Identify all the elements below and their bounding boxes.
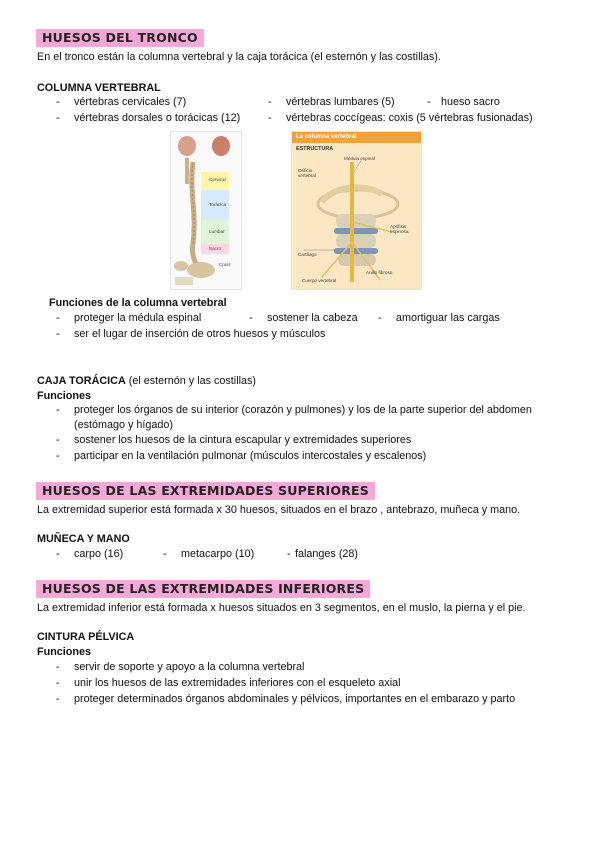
list-item: - falanges (28) <box>287 548 359 560</box>
figure-title: La columna vertebral <box>296 134 357 140</box>
figure-subtitle: ESTRUCTURA <box>296 146 334 152</box>
figure-label: Torácica <box>209 202 227 207</box>
cintura-pelvica-title: CINTURA PÉLVICA <box>37 631 135 643</box>
list-item: - hueso sacro <box>427 96 500 108</box>
inferiores-funciones-title: Funciones <box>37 646 91 658</box>
superiores-intro: La extremidad superior está formada x 30 huesos, situados en el brazo , antebrazo, muñeca y mano. <box>37 504 521 516</box>
figure-label: Lumbar <box>209 229 225 234</box>
figure-label: Médula espinal <box>344 156 375 161</box>
figure-label: Coxis <box>219 262 231 267</box>
list-item: - proteger la médula espinal <box>56 312 202 324</box>
list-item: - vértebras dorsales o torácicas (12) <box>56 112 241 124</box>
list-item: - unir los huesos de las extremidades inferiores con el esqueleto axial <box>56 677 401 689</box>
section-heading-tronco: HUESOS DEL TRONCO <box>36 29 204 47</box>
figure-label: Cuerpo vertebral <box>302 278 337 283</box>
list-item: - proteger los órganos de su interior (corazón y pulmones) y los de la parte superior del abdomen <box>56 404 532 416</box>
muneca-mano-title: MUÑECA Y MANO <box>37 533 130 545</box>
funciones-columna-title: Funciones de la columna vertebral <box>49 297 227 309</box>
list-item: - vértebras coccígeas: coxis (5 vértebras fusionadas) <box>268 112 533 124</box>
section-heading-inferiores: HUESOS DE LAS EXTREMIDADES INFERIORES <box>36 580 370 598</box>
list-item: - vértebras lumbares (5) <box>268 96 395 108</box>
list-item: - ser el lugar de inserción de otros huesos y músculos <box>56 328 326 340</box>
list-item: - sostener los huesos de la cintura escapular y extremidades superiores <box>56 434 412 446</box>
figure-label: Cartílago <box>298 252 317 257</box>
list-item: - amortiguar las cargas <box>378 312 500 324</box>
spine-skeleton-image <box>170 131 242 290</box>
list-item: - proteger determinados órganos abdominales y pélvicos, importantes en el embarazo y parto <box>56 693 516 705</box>
list-item-continuation: (estómago y hígado) <box>74 419 174 431</box>
figure-label: Apófisis espinosa <box>390 224 409 234</box>
caja-toracica-title: CAJA TORÁCICA (el esternón y las costillas) <box>37 375 256 387</box>
list-item: - carpo (16) <box>56 548 124 560</box>
list-item: - metacarpo (10) <box>163 548 255 560</box>
inferiores-intro: La extremidad inferior está formada x huesos situados en 3 segmentos, en el muslo, la pierna y el pie. <box>37 602 526 614</box>
vertebra-structure-image <box>291 131 422 290</box>
list-item: - participar en la ventilación pulmonar (músculos intercostales y escalenos) <box>56 450 427 462</box>
figure-label: Cervical <box>209 177 226 182</box>
figure-label: Sacro <box>209 246 222 251</box>
list-item: - servir de soporte y apoyo a la columna vertebral <box>56 661 305 673</box>
columna-vertebral-title: COLUMNA VERTEBRAL <box>37 82 161 94</box>
section-heading-superiores: HUESOS DE LAS EXTREMIDADES SUPERIORES <box>36 482 375 500</box>
list-item: - sostener la cabeza <box>249 312 358 324</box>
tronco-intro: En el tronco están la columna vertebral y la caja torácica (el esternón y las costillas). <box>37 51 441 63</box>
figure-label: Orificio vertebral <box>298 168 316 178</box>
caja-funciones-title: Funciones <box>37 390 91 402</box>
figure-label: Anillo fibroso <box>366 270 393 275</box>
list-item: - vértebras cervicales (7) <box>56 96 187 108</box>
